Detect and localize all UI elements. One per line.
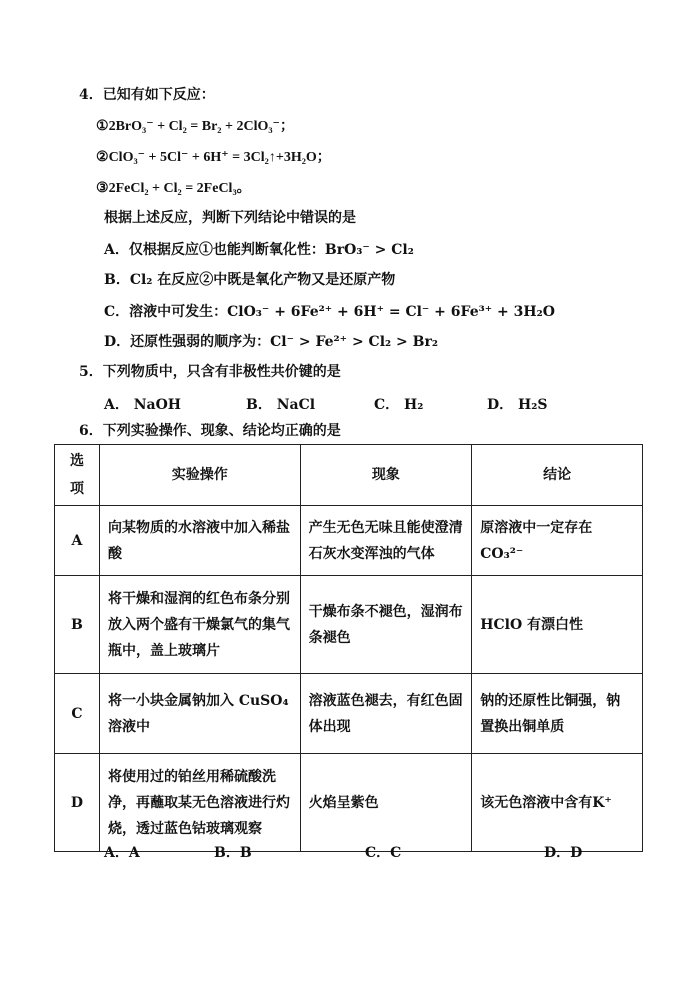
q4-reaction-2 (96, 148, 331, 168)
q4-reaction-3-num: ③ (96, 181, 109, 196)
row-b-option: B (55, 576, 100, 674)
q4-reaction-1 (96, 117, 294, 137)
q5-option-d: D． H₂S (487, 397, 548, 413)
q4-option-c: C．溶液中可发生：ClO₃⁻ + 6Fe²⁺ + 6H⁺ = Cl⁻ + 6Fe³⁺ + 3H₂O (104, 304, 555, 320)
table-row (55, 674, 643, 754)
q4-reaction-2-text: ClO₃⁻ + 5Cl⁻ + 6H⁺ = 3Cl₂↑+3H₂O； (108, 150, 331, 165)
q6-table (54, 444, 643, 852)
row-c-phenomenon: 溶液蓝色褪去，有红色固体出现 (300, 674, 472, 754)
table-row (55, 506, 643, 576)
row-d-phenomenon: 火焰呈紫色 (300, 754, 472, 852)
q5-option-a: A． NaOH (104, 397, 182, 413)
q6-answer-b: B．B (214, 845, 252, 861)
q5-stem: 5．下列物质中，只含有非极性共价键的是 (79, 364, 341, 380)
table-header-row (55, 445, 643, 506)
q4-option-d: D．还原性强弱的顺序为：Cl⁻ > Fe²⁺ > Cl₂ > Br₂ (104, 334, 438, 350)
header-conclusion: 结论 (472, 445, 643, 506)
row-a-option: A (55, 506, 100, 576)
row-d-option: D (55, 754, 100, 852)
row-a-operation: 向某物质的水溶液中加入稀盐酸 (99, 506, 300, 576)
q4-reaction-3-text: 2FeCl₂ + Cl₂ = 2FeCl₃。 (108, 181, 251, 196)
q4-option-a: A．仅根据反应①也能判断氧化性：BrO₃⁻ > Cl₂ (104, 242, 414, 258)
q4-reaction-1-num: ① (96, 119, 109, 134)
q4-option-b: B．Cl₂ 在反应②中既是氧化产物又是还原产物 (104, 272, 396, 288)
q6-answer-a: A．A (104, 845, 140, 861)
q4-stem: 4．已知有如下反应： (79, 87, 215, 103)
row-c-operation: 将一小块金属钠加入 CuSO₄溶液中 (99, 674, 300, 754)
q6-stem: 6．下列实验操作、现象、结论均正确的是 (79, 423, 341, 439)
header-operation: 实验操作 (99, 445, 300, 506)
row-b-operation: 将干燥和湿润的红色布条分别放入两个盛有干燥氯气的集气瓶中，盖上玻璃片 (99, 576, 300, 674)
row-d-conclusion: 该无色溶液中含有K⁺ (472, 754, 643, 852)
row-a-conclusion: 原溶液中一定存在CO₃²⁻ (472, 506, 643, 576)
header-phenomenon: 现象 (300, 445, 472, 506)
row-b-conclusion: HClO 有漂白性 (472, 576, 643, 674)
header-option: 选项 (55, 445, 100, 506)
row-b-phenomenon: 干燥布条不褪色，湿润布条褪色 (300, 576, 472, 674)
row-a-phenomenon: 产生无色无味且能使澄清石灰水变浑浊的气体 (300, 506, 472, 576)
q6-answer-c: C．C (365, 845, 402, 861)
q6-answer-d: D．D (544, 845, 583, 861)
q4-reaction-2-num: ② (96, 150, 109, 165)
table-row (55, 576, 643, 674)
row-c-option: C (55, 674, 100, 754)
row-c-conclusion: 钠的还原性比铜强，钠置换出铜单质 (472, 674, 643, 754)
table-row (55, 754, 643, 852)
row-d-operation: 将使用过的铂丝用稀硫酸洗净，再蘸取某无色溶液进行灼烧，透过蓝色钴玻璃观察 (99, 754, 300, 852)
q5-option-c: C． H₂ (374, 397, 424, 413)
q4-reaction-1-text: 2BrO₃⁻ + Cl₂ = Br₂ + 2ClO₃⁻； (108, 119, 294, 134)
q4-reaction-3 (96, 179, 251, 199)
q5-option-b: B． NaCl (246, 397, 316, 413)
q4-question: 根据上述反应，判断下列结论中错误的是 (104, 210, 356, 226)
